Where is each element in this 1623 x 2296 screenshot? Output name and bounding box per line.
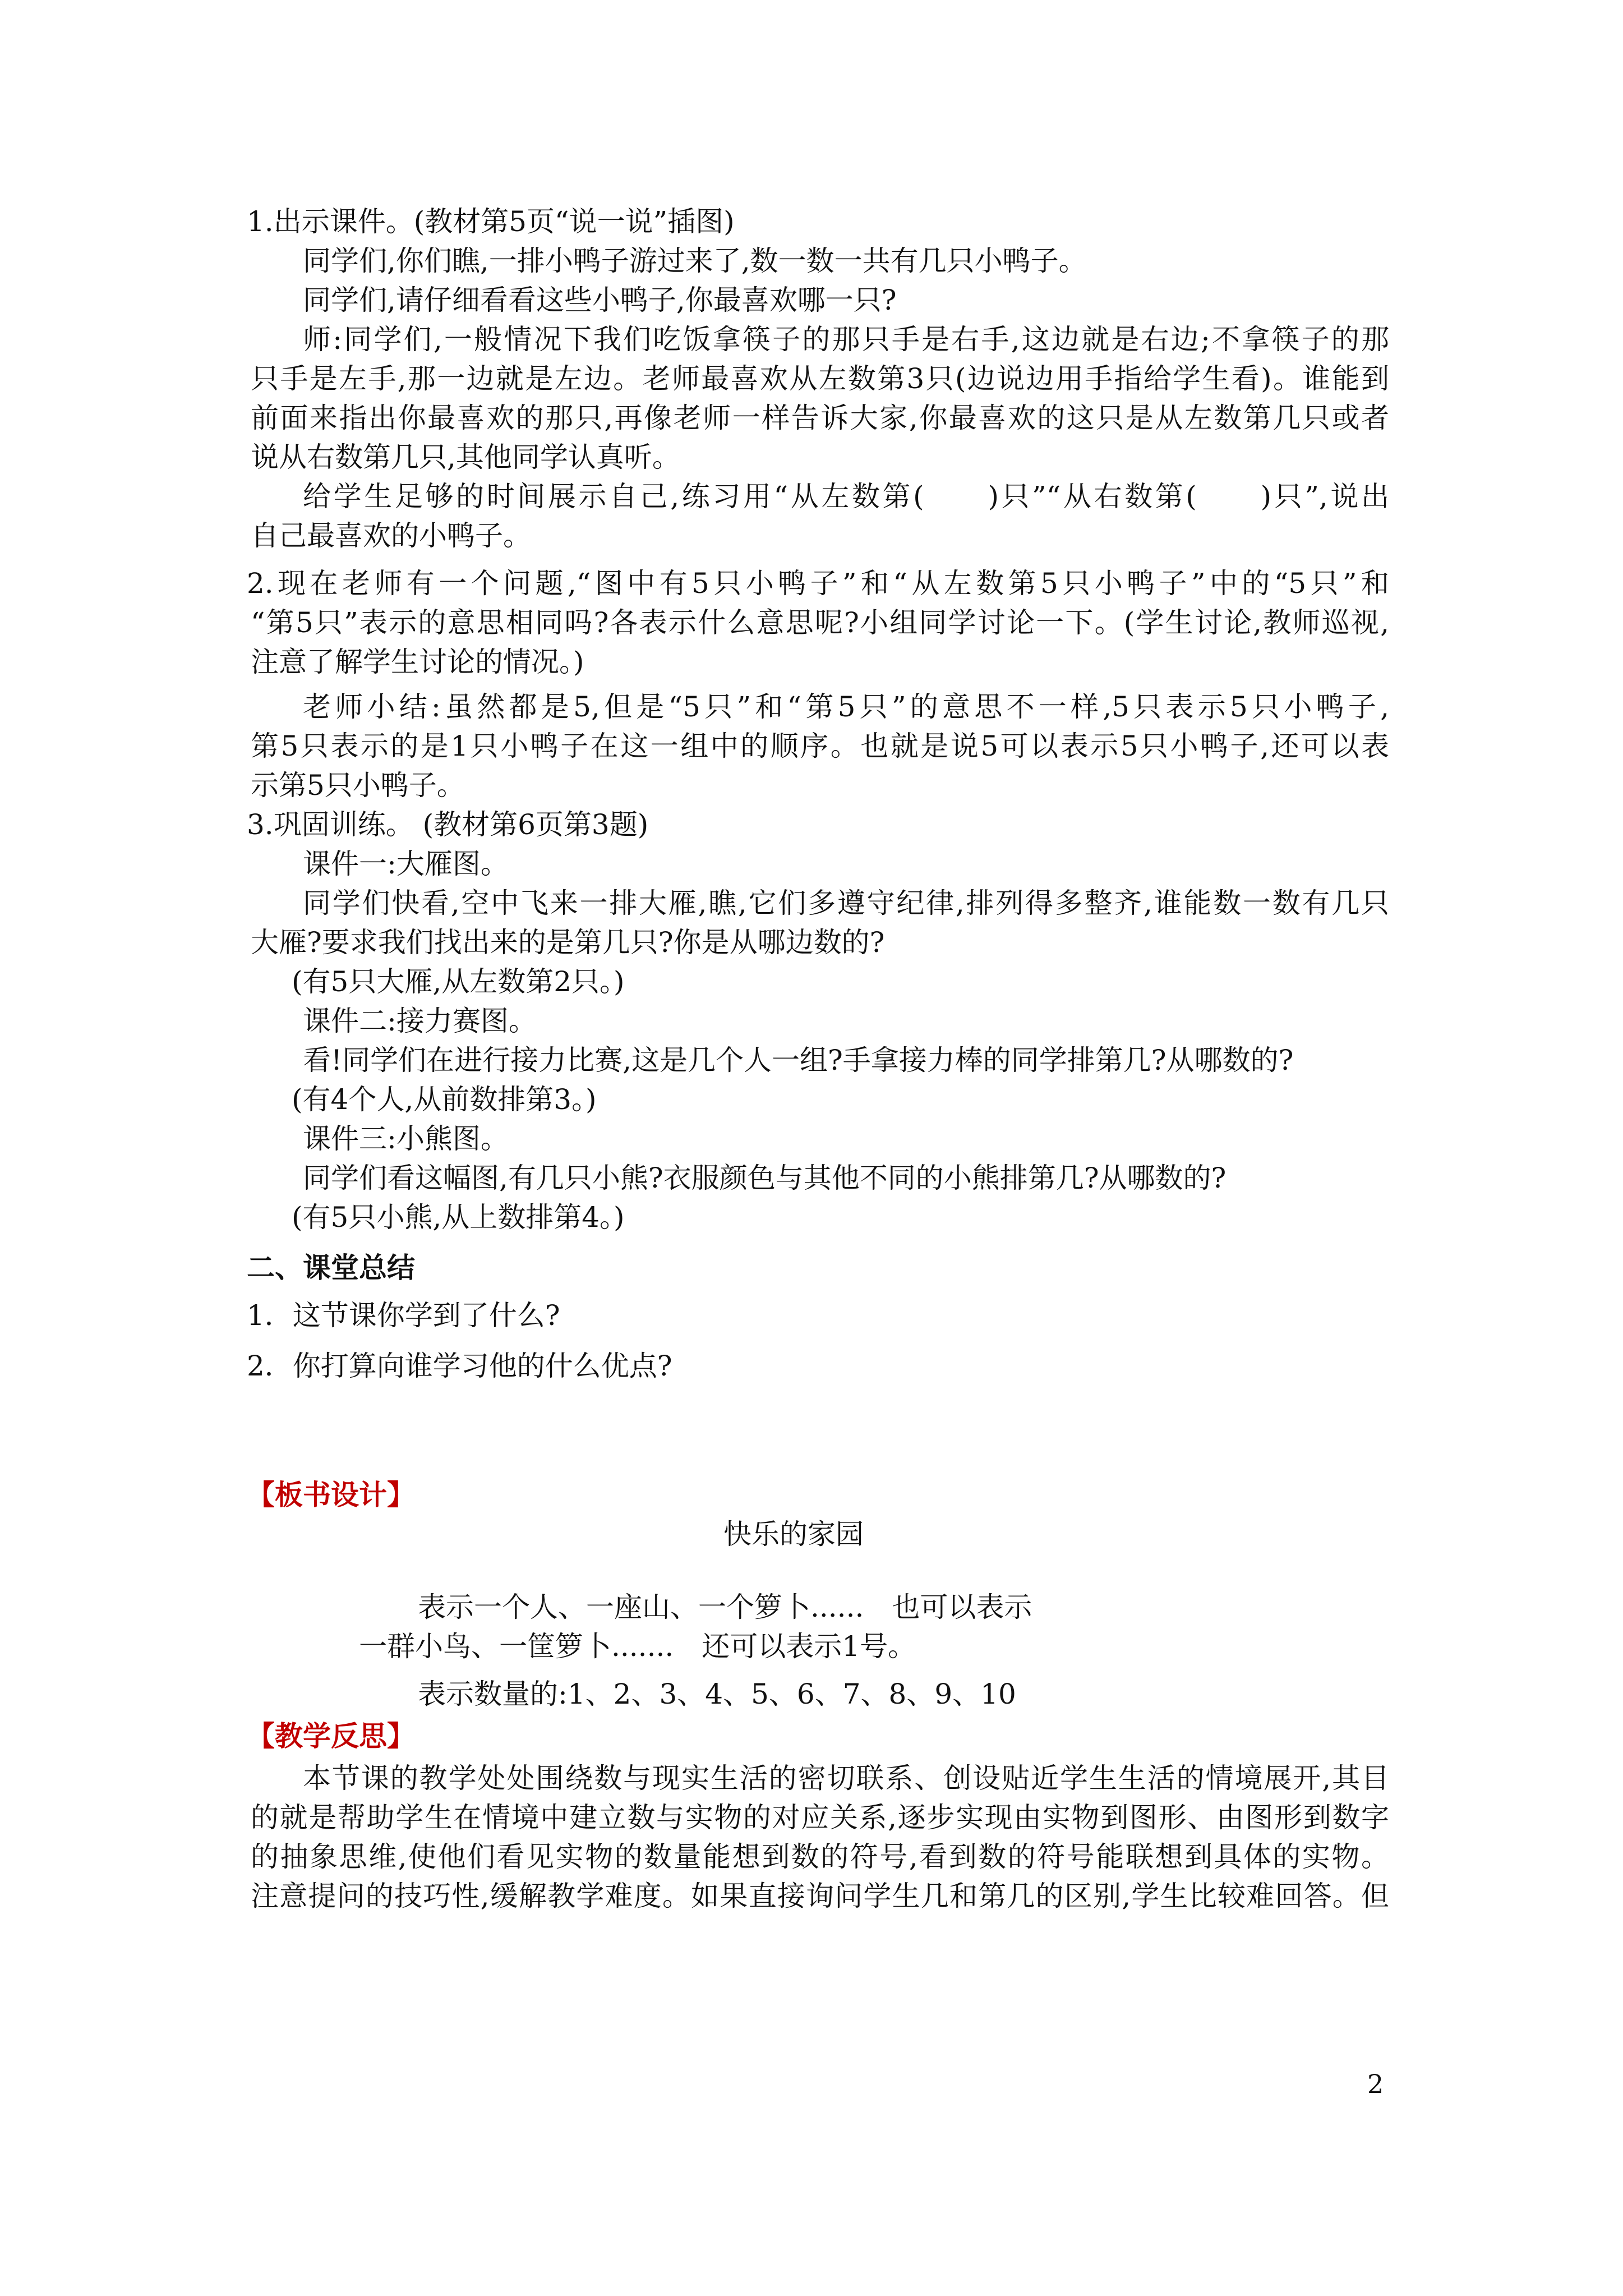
paragraph-line: 说从右数第几只,其他同学认真听。 [251, 441, 680, 473]
board-line: 表示一个人、一座山、一个箩卜...... 也可以表示 [418, 1591, 1032, 1623]
paragraph-line: 师:同学们,一般情况下我们吃饭拿筷子的那只手是右手,这边就是右边;不拿筷子的那 [303, 323, 1389, 356]
step-3-heading: 3.巩固训练。 (教材第6页第3题) [247, 808, 649, 841]
paragraph-line: 注意了解学生讨论的情况。) [251, 646, 584, 678]
paragraph-line: 前面来指出你最喜欢的那只,再像老师一样告诉大家,你最喜欢的这只是从左数第几只或者 [251, 402, 1389, 434]
reflection-line: 的就是帮助学生在情境中建立数与实物的对应关系,逐步实现由实物到图形、由图形到数字 [251, 1801, 1389, 1834]
courseware-label: 课件一:大雁图。 [303, 848, 509, 880]
paragraph-line: 大雁?要求我们找出来的是第几只?你是从哪边数的? [251, 926, 885, 959]
answer-line: (有5只大雁,从左数第2只。) [292, 965, 625, 998]
paragraph-line: 同学们看这幅图,有几只小熊?衣服颜色与其他不同的小熊排第几?从哪数的? [303, 1162, 1227, 1194]
section-heading: 二、课堂总结 [247, 1251, 415, 1284]
reflection-line: 的抽象思维,使他们看见实物的数量能想到数的符号,看到数的符号能联想到具体的实物。 [251, 1841, 1389, 1873]
summary-line: 示第5只小鸭子。 [251, 769, 465, 802]
answer-line: (有5只小熊,从上数排第4。) [292, 1201, 625, 1234]
paragraph-line: 自己最喜欢的小鸭子。 [251, 519, 531, 552]
paragraph-line: 同学们,请仔细看看这些小鸭子,你最喜欢哪一只? [303, 284, 897, 316]
paragraph-line: 同学们快看,空中飞来一排大雁,瞧,它们多遵守纪律,排列得多整齐,谁能数一数有几只 [303, 887, 1389, 919]
paragraph-line: 只手是左手,那一边就是左边。老师最喜欢从左数第3只(边说边用手指给学生看)。谁能到 [251, 362, 1389, 395]
board-design-heading: 【板书设计】 [247, 1479, 415, 1511]
page-number: 2 [1367, 2069, 1384, 2099]
summary-line: 第5只表示的是1只小鸭子在这一组中的顺序。也就是说5可以表示5只小鸭子,还可以表 [251, 730, 1389, 762]
summary-question: 2．你打算向谁学习他的什么优点? [247, 1350, 672, 1382]
paragraph-line: 看!同学们在进行接力比赛,这是几个人一组?手拿接力棒的同学排第几?从哪数的? [303, 1044, 1294, 1076]
summary-question: 1．这节课你学到了什么? [247, 1299, 560, 1332]
board-line: 表示数量的:1、2、3、4、5、6、7、8、9、10 [418, 1678, 1016, 1710]
reflection-line: 注意提问的技巧性,缓解教学难度。如果直接询问学生几和第几的区别,学生比较难回答。但 [251, 1880, 1389, 1912]
board-line: 一群小鸟、一筐箩卜....... 还可以表示1号。 [359, 1630, 916, 1663]
answer-line: (有4个人,从前数排第3。) [292, 1083, 597, 1116]
board-title: 快乐的家园 [723, 1518, 864, 1550]
step-2-line: 2.现在老师有一个问题,“图中有5只小鸭子”和“从左数第5只小鸭子”中的“5只”和 [247, 567, 1389, 600]
summary-line: 老师小结:虽然都是5,但是“5只”和“第5只”的意思不一样,5只表示5只小鸭子, [303, 691, 1389, 723]
paragraph-line: 同学们,你们瞧,一排小鸭子游过来了,数一数一共有几只小鸭子。 [303, 245, 1087, 277]
paragraph-line: “第5只”表示的意思相同吗?各表示什么意思呢?小组同学讨论一下。(学生讨论,教师巡视, [251, 606, 1389, 639]
courseware-label: 课件三:小熊图。 [303, 1122, 509, 1155]
reflection-heading: 【教学反思】 [247, 1720, 415, 1752]
courseware-label: 课件二:接力赛图。 [303, 1005, 537, 1037]
step-1-heading: 1.出示课件。(教材第5页“说一说”插图) [247, 205, 735, 238]
reflection-line: 本节课的教学处处围绕数与现实生活的密切联系、创设贴近学生生活的情境展开,其目 [303, 1762, 1389, 1795]
paragraph-line: 给学生足够的时间展示自己,练习用“从左数第( )只”“从右数第( )只”,说出 [303, 480, 1389, 513]
